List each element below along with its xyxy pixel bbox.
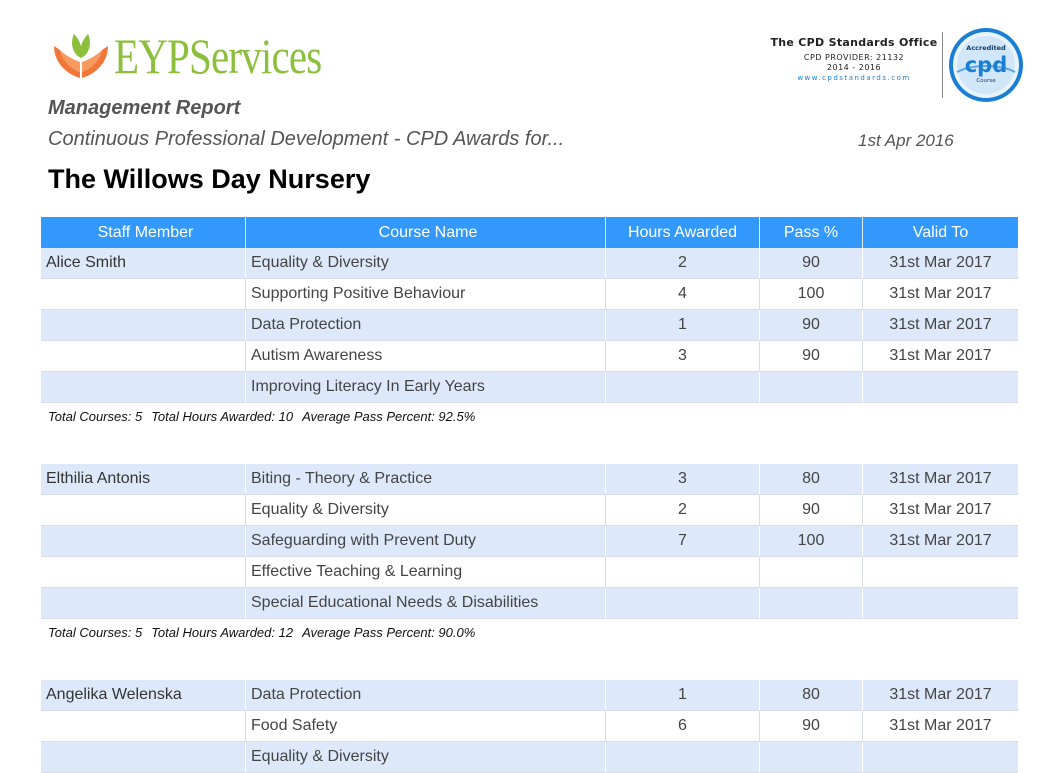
badge-accredited-text: Accredited bbox=[966, 44, 1006, 52]
valid-to-cell bbox=[863, 588, 1018, 619]
table-row bbox=[41, 310, 1018, 341]
pass-cell: 90 bbox=[760, 341, 863, 372]
pass-cell: 90 bbox=[760, 248, 863, 279]
logo-wordmark: EYPServices bbox=[114, 28, 322, 84]
hours-cell: 2 bbox=[606, 248, 760, 279]
staff-cell bbox=[41, 495, 246, 526]
course-cell: Autism Awareness bbox=[246, 341, 606, 372]
summary-pass: Average Pass Percent: 92.5% bbox=[302, 409, 476, 424]
cpd-divider bbox=[942, 32, 943, 98]
hours-cell: 3 bbox=[606, 341, 760, 372]
table-row bbox=[41, 588, 1018, 619]
column-header-pass: Pass % bbox=[760, 217, 863, 248]
hours-cell bbox=[606, 557, 760, 588]
course-cell: Supporting Positive Behaviour bbox=[246, 279, 606, 310]
hours-cell: 1 bbox=[606, 310, 760, 341]
column-header-course: Course Name bbox=[246, 217, 606, 248]
staff-cell: Angelika Welenska bbox=[41, 680, 246, 711]
report-subtitle: Continuous Professional Development - CPD Awards for... bbox=[48, 128, 565, 150]
hours-cell: 7 bbox=[606, 526, 760, 557]
staff-summary bbox=[41, 619, 1018, 680]
cpd-url: www.cpdstandards.com bbox=[797, 74, 911, 82]
staff-cell: Elthilia Antonis bbox=[41, 464, 246, 495]
valid-to-cell: 31st Mar 2017 bbox=[863, 526, 1018, 557]
pass-cell bbox=[760, 372, 863, 403]
table-row bbox=[41, 680, 1018, 711]
table-row bbox=[41, 279, 1018, 310]
course-cell: Data Protection bbox=[246, 310, 606, 341]
pass-cell bbox=[760, 742, 863, 773]
hours-cell: 1 bbox=[606, 680, 760, 711]
course-cell: Safeguarding with Prevent Duty bbox=[246, 526, 606, 557]
cpd-provider-number: CPD PROVIDER: 21132 bbox=[803, 53, 905, 62]
cpd-years: 2014 - 2016 bbox=[826, 63, 882, 72]
staff-cell bbox=[41, 310, 246, 341]
table-row bbox=[41, 557, 1018, 588]
valid-to-cell: 31st Mar 2017 bbox=[863, 464, 1018, 495]
cpd-awards-table bbox=[41, 217, 1018, 773]
cpd-office-name: The CPD Standards Office bbox=[770, 36, 938, 49]
staff-cell: Alice Smith bbox=[41, 248, 246, 279]
cpd-accreditation bbox=[770, 30, 1030, 110]
pass-cell bbox=[760, 557, 863, 588]
pass-cell: 80 bbox=[760, 464, 863, 495]
table-row bbox=[41, 464, 1018, 495]
hours-cell: 4 bbox=[606, 279, 760, 310]
nursery-name: The Willows Day Nursery bbox=[48, 164, 371, 194]
course-cell: Equality & Diversity bbox=[246, 495, 606, 526]
table-header-row bbox=[41, 217, 1018, 248]
course-cell: Biting - Theory & Practice bbox=[246, 464, 606, 495]
table-row bbox=[41, 372, 1018, 403]
pass-cell: 90 bbox=[760, 495, 863, 526]
staff-cell bbox=[41, 557, 246, 588]
course-cell: Equality & Diversity bbox=[246, 742, 606, 773]
summary-hours: Total Hours Awarded: 10 bbox=[151, 409, 294, 424]
hours-cell bbox=[606, 588, 760, 619]
hours-cell: 3 bbox=[606, 464, 760, 495]
staff-cell bbox=[41, 711, 246, 742]
pass-cell: 80 bbox=[760, 680, 863, 711]
column-header-valid: Valid To bbox=[912, 224, 969, 241]
hours-cell: 2 bbox=[606, 495, 760, 526]
staff-cell bbox=[41, 372, 246, 403]
course-cell: Special Educational Needs & Disabilities bbox=[246, 588, 606, 619]
cpd-text-block bbox=[770, 36, 938, 82]
pass-cell: 90 bbox=[760, 310, 863, 341]
course-cell: Food Safety bbox=[246, 711, 606, 742]
column-header-staff: Staff Member bbox=[41, 217, 246, 248]
table-row bbox=[41, 341, 1018, 372]
valid-to-cell: 31st Mar 2017 bbox=[863, 248, 1018, 279]
table-row bbox=[41, 495, 1018, 526]
summary-pass: Average Pass Percent: 90.0% bbox=[302, 625, 476, 640]
summary-courses: Total Courses: 5 bbox=[48, 625, 143, 640]
table-row bbox=[41, 742, 1018, 773]
pass-cell: 100 bbox=[760, 279, 863, 310]
valid-to-cell: 31st Mar 2017 bbox=[863, 310, 1018, 341]
valid-to-cell: 31st Mar 2017 bbox=[863, 279, 1018, 310]
summary-courses: Total Courses: 5 bbox=[48, 409, 143, 424]
hands-leaf-icon bbox=[50, 28, 112, 84]
summary-hours: Total Hours Awarded: 12 bbox=[151, 625, 294, 640]
cpd-badge-icon bbox=[947, 26, 1025, 104]
staff-cell bbox=[41, 341, 246, 372]
staff-cell bbox=[41, 588, 246, 619]
staff-cell bbox=[41, 279, 246, 310]
valid-to-cell: 31st Mar 2017 bbox=[863, 711, 1018, 742]
valid-to-cell bbox=[863, 557, 1018, 588]
table-row bbox=[41, 711, 1018, 742]
course-cell: Improving Literacy In Early Years bbox=[246, 372, 606, 403]
hours-cell bbox=[606, 372, 760, 403]
eyp-logo bbox=[50, 28, 367, 84]
badge-course-text: Course bbox=[976, 78, 996, 84]
valid-to-cell bbox=[863, 742, 1018, 773]
course-cell: Data Protection bbox=[246, 680, 606, 711]
pass-cell: 100 bbox=[760, 526, 863, 557]
report-title: Management Report bbox=[48, 97, 241, 119]
staff-cell bbox=[41, 742, 246, 773]
valid-to-cell: 31st Mar 2017 bbox=[863, 680, 1018, 711]
pass-cell bbox=[760, 588, 863, 619]
staff-cell bbox=[41, 526, 246, 557]
report-date: 1st Apr 2016 bbox=[858, 131, 954, 150]
pass-cell: 90 bbox=[760, 711, 863, 742]
badge-cpd-text: cpd bbox=[964, 53, 1008, 77]
valid-to-cell: 31st Mar 2017 bbox=[863, 341, 1018, 372]
staff-summary bbox=[41, 403, 1018, 464]
table-row bbox=[41, 248, 1018, 279]
hours-cell bbox=[606, 742, 760, 773]
valid-to-cell bbox=[863, 372, 1018, 403]
course-cell: Effective Teaching & Learning bbox=[246, 557, 606, 588]
column-header-hours: Hours Awarded bbox=[606, 217, 760, 248]
course-cell: Equality & Diversity bbox=[246, 248, 606, 279]
valid-to-cell: 31st Mar 2017 bbox=[863, 495, 1018, 526]
hours-cell: 6 bbox=[606, 711, 760, 742]
table-row bbox=[41, 526, 1018, 557]
